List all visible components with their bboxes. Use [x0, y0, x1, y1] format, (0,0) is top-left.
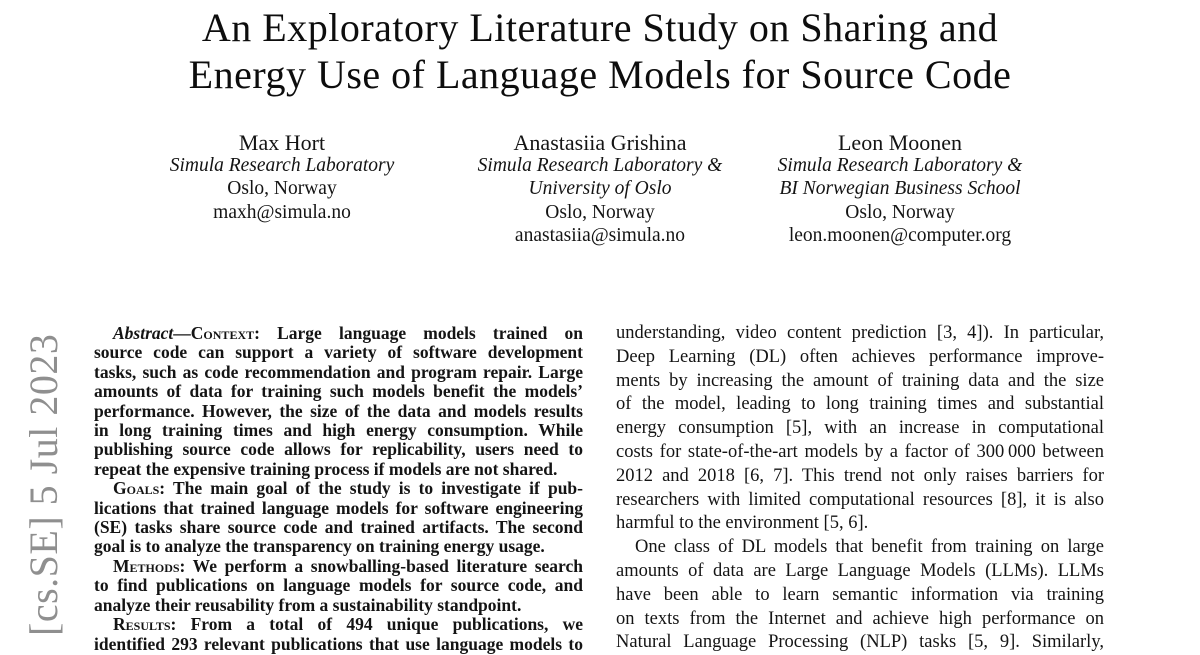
text-line: publishing source code allows for replicability, users need to [94, 439, 583, 460]
text-line: Methods: We perform a snowballing-based literature search [113, 555, 583, 576]
text-line: tasks, such as code recommendation and program repair. Large [94, 361, 583, 382]
authors-row [0, 131, 1200, 261]
text-line: goal is to analyze the transparency on training energy usage. [94, 536, 545, 557]
text-line: energy consumption [5], with an increase in computational [616, 418, 1104, 439]
text-line: Abstract—Context: Large language models trained on [113, 323, 583, 343]
text-line: researchers with limited computational resources [8], it is also [616, 489, 1104, 510]
author-name: Max Hort [238, 130, 326, 155]
text-line: identified 293 relevant publications that use language models to [94, 633, 583, 654]
text-line: Results: From a total of 494 unique publications, we [113, 614, 583, 635]
text-line: One class of DL models that benefit from training on large [635, 537, 1104, 558]
text-line: source code can support a variety of software development [94, 342, 583, 363]
author-affiliation: Simula Research Laboratory & [477, 155, 723, 177]
text-line: amounts of data for training such models benefit the models’ [94, 381, 583, 402]
text-line: have been able to learn semantic information via training [616, 584, 1104, 605]
title-line-2: Energy Use of Language Models for Source Code [188, 52, 1012, 97]
abstract-column [94, 324, 583, 654]
author-affiliation: University of Oslo [528, 178, 672, 200]
author-block-1 [122, 131, 442, 224]
author-email: anastasiia@simula.no [514, 224, 686, 246]
author-affiliation: BI Norwegian Business School [779, 178, 1021, 200]
author-name: Leon Moonen [837, 130, 963, 155]
author-location: Oslo, Norway [227, 178, 337, 200]
text-line: to find publications on language models for source code, and [94, 575, 583, 596]
text-line: repeat the expensive training process if models are not shared. [94, 458, 558, 479]
author-affiliation: Simula Research Laboratory [169, 155, 395, 177]
text-line: understanding, video content prediction [3, 4]). In particular, [616, 323, 1104, 343]
text-line: Natural Language Processing (NLP) tasks [5, 9]. Similarly, [616, 632, 1104, 653]
author-block-3 [740, 131, 1060, 247]
author-location: Oslo, Norway [545, 201, 655, 223]
page-title [0, 4, 1200, 98]
author-block-2 [440, 131, 760, 247]
text-line: Deep Learning (DL) often achieves performance improve- [616, 346, 1104, 367]
arxiv-stamp: [cs.SE] 5 Jul 2023 [21, 333, 66, 636]
text-line: in long training times and high energy consumption. While [94, 420, 583, 441]
text-line: on texts from the Internet and achieve high performance on [616, 608, 1104, 629]
text-line: performance. However, the size of the data and models results [94, 400, 583, 421]
text-line: lications that trained language models for software engineering [94, 497, 583, 518]
text-line: Goals: The main goal of the study is to investigate if pub- [113, 478, 583, 499]
text-line: (SE) tasks share source code and trained artifacts. The second [94, 517, 583, 538]
author-affiliation: Simula Research Laboratory & [777, 155, 1023, 177]
title-line-1: An Exploratory Literature Study on Sharing and [201, 5, 999, 50]
intro-column [616, 322, 1104, 655]
text-line: costs for state-of-the-art models by a factor of 300 000 between [616, 441, 1104, 462]
text-line: ments by increasing the amount of training data and the size [616, 370, 1104, 391]
text-line: of the model, leading to long training times and substantial [616, 394, 1104, 415]
author-email: leon.moonen@computer.org [788, 224, 1012, 246]
author-location: Oslo, Norway [845, 201, 955, 223]
author-name: Anastasiia Grishina [513, 130, 687, 155]
text-line: amounts of data are Large Language Models (LLMs). LLMs [616, 560, 1104, 581]
text-line: 2012 and 2018 [6, 7]. This trend not only raises barriers for [616, 465, 1104, 486]
text-line: analyze their reusability from a sustainability standpoint. [94, 594, 522, 615]
text-line: harmful to the environment [5, 6]. [616, 513, 869, 534]
author-email: maxh@simula.no [213, 201, 351, 223]
